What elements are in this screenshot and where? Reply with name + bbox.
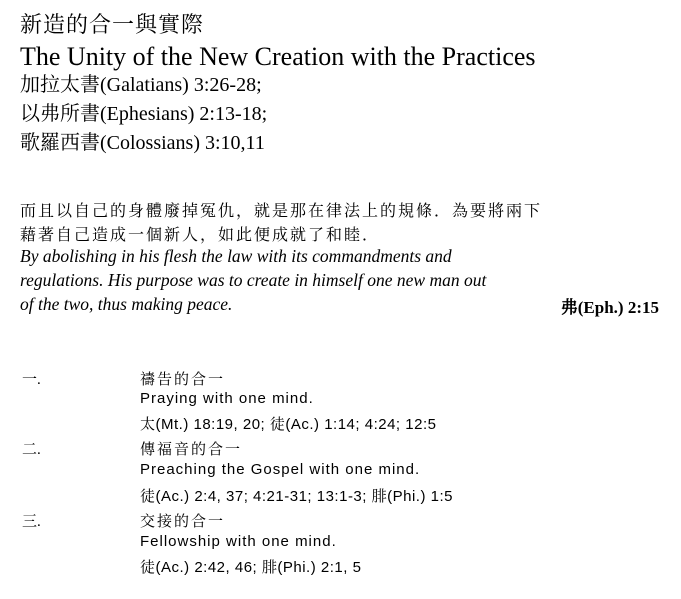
- verse-chinese-line-2: 藉著自己造成一個新人，如此便成就了和睦．: [20, 227, 381, 244]
- verse-reference: 弗(Eph.) 2:15: [560, 298, 659, 317]
- point-3-number: 三.: [22, 514, 41, 530]
- point-3-references: 徒(Ac.) 2:42, 46; 腓(Phi.) 2:1, 5: [140, 559, 362, 576]
- verse-english-line-3: of the two, thus making peace.: [20, 294, 233, 314]
- title-chinese: 新造的合一與實際: [20, 12, 205, 37]
- point-2-title-chinese: 傳福音的合一: [140, 442, 243, 458]
- point-2-number: 二.: [22, 442, 41, 458]
- point-1-title-chinese: 禱告的合一: [140, 372, 226, 388]
- verse-chinese-line-1: 而且以自己的身體廢掉冤仇，就是那在律法上的規條．為要將兩下: [20, 203, 543, 220]
- reference-galatians: 加拉太書(Galatians) 3:26-28;: [20, 74, 262, 96]
- point-3-title-english: Fellowship with one mind.: [140, 533, 337, 550]
- point-1-number: 一.: [22, 372, 41, 388]
- verse-english-line-1: By abolishing in his flesh the law with its commandments and: [20, 246, 452, 266]
- point-2-title-english: Preaching the Gospel with one mind.: [140, 461, 421, 478]
- point-1-title-english: Praying with one mind.: [140, 390, 314, 407]
- title-english: The Unity of the New Creation with the Practices: [20, 42, 536, 71]
- point-2-references: 徒(Ac.) 2:4, 37; 4:21-31; 13:1-3; 腓(Phi.) 1:5: [140, 488, 453, 505]
- reference-colossians: 歌羅西書(Colossians) 3:10,11: [20, 132, 265, 154]
- point-1-references: 太(Mt.) 18:19, 20; 徒(Ac.) 1:14; 4:24; 12:5: [140, 416, 437, 433]
- verse-english-line-2: regulations. His purpose was to create in himself one new man out: [20, 270, 487, 290]
- reference-ephesians: 以弗所書(Ephesians) 2:13-18;: [20, 103, 268, 125]
- point-3-title-chinese: 交接的合一: [140, 514, 226, 530]
